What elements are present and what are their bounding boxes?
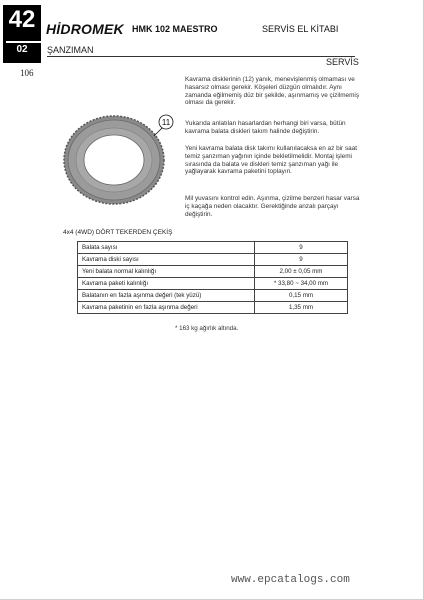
table-row bbox=[78, 242, 348, 254]
table-cell-value: 9 bbox=[255, 242, 348, 254]
table-cell-value: * 33,80 ~ 34,00 mm bbox=[255, 278, 348, 290]
paragraph-replace: Yukarıda anlatılan hasarlardan herhangi biri varsa, bütün kavrama balata diskleri takım halinde değiştirin. bbox=[185, 120, 346, 135]
spec-table bbox=[77, 241, 348, 314]
paragraph-new-disc: Yeni kavrama balata disk takımı kullanılacaksa en az bir saat temiz şanzıman yağının içinde bekletilmelidir. Montaj işlemi sırasında da balata ve diskleri temiz şanzıman yağı ile yağlayarak kavrama paketini toplayın. bbox=[185, 145, 358, 176]
clutch-disc-illustration bbox=[58, 96, 178, 216]
table-footnote: * 163 kg ağırlık altında. bbox=[175, 325, 239, 332]
section-title: ŞANZIMAN bbox=[47, 45, 94, 55]
paragraph-inspection: Kavrama disklerinin (12) yanık, menevişlenmiş olmaması ve hasarsız olması gerekir. Köşeleri düzgün olmalıdır. Aynı zamanda eğilmemiş düz bir şekilde, aşınmamış ve çizilmemiş olması da gerekir. bbox=[185, 76, 360, 107]
table-cell-label: Yeni balata normal kalınlığı bbox=[78, 266, 255, 278]
table-row bbox=[78, 302, 348, 314]
chapter-number: 42 bbox=[8, 6, 36, 33]
table-cell-label: Balatanın en fazla aşınma değeri (tek yüzü) bbox=[78, 290, 255, 302]
table-row bbox=[78, 278, 348, 290]
table-cell-label: Kavrama paketi kalınlığı bbox=[78, 278, 255, 290]
table-cell-value: 2,00 ± 0,05 mm bbox=[255, 266, 348, 278]
table-cell-label: Kavrama diski sayısı bbox=[78, 254, 255, 266]
table-cell-value: 1,35 mm bbox=[255, 302, 348, 314]
model-name: HMK 102 MAESTRO bbox=[132, 24, 218, 34]
header-rule bbox=[47, 56, 355, 57]
table-cell-label: Balata sayısı bbox=[78, 242, 255, 254]
callout-number: 11 bbox=[161, 118, 171, 127]
service-label: SERVİS bbox=[326, 57, 359, 67]
page-number: 106 bbox=[20, 68, 34, 78]
manual-title: SERVİS EL KİTABI bbox=[262, 24, 339, 34]
table-cell-label: Kavrama paketinin en fazla aşınma değeri bbox=[78, 302, 255, 314]
table-cell-value: 0,15 mm bbox=[255, 290, 348, 302]
table-cell-value: 9 bbox=[255, 254, 348, 266]
watermark-url: www.epcatalogs.com bbox=[231, 574, 350, 586]
paragraph-shaft-check: Mil yuvasını kontrol edin. Aşınma, çizilme benzeri hasar varsa iç kaçağa neden olacaktır. Gerektiğinde anzalı parçayı değiştirin. bbox=[185, 195, 360, 218]
subheading-4wd: 4x4 (4WD) DÖRT TEKERDEN ÇEKİŞ bbox=[63, 229, 173, 236]
brand-logo: HİDROMEK bbox=[46, 21, 124, 37]
table-row bbox=[78, 266, 348, 278]
table-row bbox=[78, 290, 348, 302]
chapter-tab bbox=[3, 5, 41, 63]
chapter-divider bbox=[6, 41, 44, 43]
table-row bbox=[78, 254, 348, 266]
chapter-subnumber: 02 bbox=[16, 44, 28, 55]
